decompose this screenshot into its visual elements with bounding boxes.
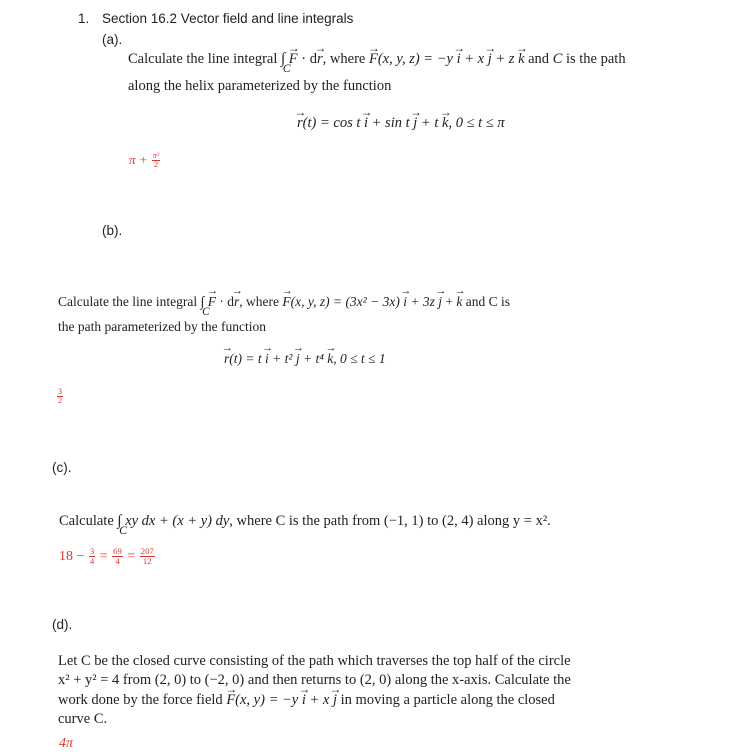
vector-i: → i bbox=[265, 352, 269, 366]
vector-r: → r bbox=[234, 295, 239, 309]
math: + t⁴ bbox=[299, 351, 328, 366]
text: · d bbox=[297, 51, 317, 67]
vector-k: → k bbox=[327, 352, 333, 366]
denominator: 2 bbox=[58, 396, 63, 406]
vector-F: → F bbox=[208, 295, 216, 309]
part-a-answer bbox=[129, 152, 161, 170]
vector-k: → k bbox=[442, 116, 448, 131]
text: work done by the force field bbox=[58, 692, 227, 708]
numerator: 3 bbox=[58, 387, 63, 396]
vector-F: → F bbox=[282, 295, 290, 309]
part-c-answer bbox=[59, 547, 156, 566]
vector-k: → k bbox=[456, 295, 462, 309]
math: + x bbox=[460, 51, 488, 67]
math: + 3z bbox=[406, 294, 439, 309]
answer-fraction bbox=[57, 388, 63, 406]
vector-i: → i bbox=[457, 52, 461, 67]
text: · d bbox=[215, 294, 234, 309]
math: (t) = t bbox=[229, 351, 265, 366]
part-a-equation bbox=[297, 116, 505, 131]
part-d-problem-line1: Let C be the closed curve consisting of the path which traverses the top half of the circle bbox=[58, 653, 571, 669]
denominator: 4 bbox=[89, 556, 95, 567]
part-b-problem-line1 bbox=[58, 294, 510, 318]
integral-sign: ∫ C bbox=[281, 50, 291, 76]
answer-fraction bbox=[112, 547, 123, 566]
numerator: 69 bbox=[113, 546, 122, 556]
math: C bbox=[552, 51, 563, 67]
denominator: 4 bbox=[115, 556, 120, 567]
answer-text: π + bbox=[129, 151, 151, 167]
math: (x, y, z) = −y bbox=[377, 51, 457, 67]
part-d-problem-line2: x² + y² = 4 from (2, 0) to (−2, 0) and then returns to (2, 0) along the x-axis. Calculate the bbox=[58, 672, 571, 688]
part-a-problem-line1 bbox=[128, 50, 626, 76]
text: , where bbox=[322, 51, 369, 67]
question-title: Section 16.2 Vector field and line integrals bbox=[102, 11, 354, 26]
math: + z bbox=[491, 51, 519, 67]
vector-k: → k bbox=[518, 52, 524, 67]
math: (t) = cos t bbox=[302, 115, 364, 131]
question-number: 1. bbox=[78, 11, 90, 26]
numerator: π² bbox=[152, 151, 160, 160]
answer-fraction bbox=[89, 547, 95, 566]
answer-text: 18 − bbox=[59, 548, 88, 564]
vector-F: → F bbox=[289, 52, 298, 67]
numerator: 207 bbox=[140, 546, 154, 556]
text: in moving a particle along the closed bbox=[337, 692, 555, 708]
vector-j: → j bbox=[413, 116, 417, 131]
part-c-label: (c). bbox=[52, 460, 72, 475]
vector-i: → i bbox=[302, 693, 306, 708]
part-c-problem bbox=[59, 512, 551, 538]
vector-F: → F bbox=[226, 693, 235, 708]
text: and bbox=[524, 51, 553, 67]
integral-subscript: C bbox=[282, 61, 291, 76]
part-b-answer bbox=[56, 388, 64, 406]
math: + t² bbox=[268, 351, 296, 366]
math: , 0 ≤ t ≤ π bbox=[448, 115, 505, 131]
vector-j: → j bbox=[438, 295, 442, 309]
math: + sin t bbox=[368, 115, 414, 131]
part-d-problem-line4: curve C. bbox=[58, 711, 108, 727]
text: Calculate bbox=[59, 513, 118, 529]
part-a-problem-line2: along the helix parameterized by the function bbox=[128, 78, 392, 94]
math: + bbox=[441, 294, 457, 309]
denominator: 12 bbox=[142, 556, 152, 567]
answer-fraction bbox=[140, 547, 155, 566]
integral-subscript: C bbox=[202, 305, 210, 318]
math: + t bbox=[417, 115, 442, 131]
math: xy dx + (x + y) dy bbox=[125, 513, 230, 529]
part-a-label: (a). bbox=[102, 32, 123, 47]
answer-fraction bbox=[152, 152, 160, 170]
text: Calculate the line integral bbox=[128, 51, 281, 67]
vector-r: → r bbox=[297, 116, 303, 131]
part-d-label: (d). bbox=[52, 617, 73, 632]
part-b-problem-line2: the path parameterized by the function bbox=[58, 319, 267, 334]
part-b-equation bbox=[224, 352, 386, 366]
integral-sign: ∫ C bbox=[200, 294, 210, 318]
denominator: 2 bbox=[154, 160, 159, 170]
vector-j: → j bbox=[488, 52, 492, 67]
numerator: 3 bbox=[89, 546, 95, 556]
math: (x, y, z) = (3x² − 3x) bbox=[290, 294, 404, 309]
vector-i: → i bbox=[364, 116, 368, 131]
answer-text: = bbox=[96, 548, 112, 564]
math: + x bbox=[305, 692, 333, 708]
part-d-answer: 4π bbox=[59, 736, 74, 751]
vector-r: → r bbox=[224, 352, 229, 366]
vector-i: → i bbox=[403, 295, 407, 309]
math: , 0 ≤ t ≤ 1 bbox=[333, 351, 386, 366]
integral-sign: ∫ C bbox=[117, 512, 128, 538]
text: , where bbox=[239, 294, 283, 309]
text: and C is bbox=[462, 294, 510, 309]
text: is the path bbox=[562, 51, 626, 67]
text: Calculate the line integral bbox=[58, 294, 201, 309]
integral-subscript: C bbox=[119, 523, 128, 538]
vector-j: → j bbox=[333, 693, 337, 708]
answer-text: = bbox=[123, 548, 139, 564]
text: , where C is the path from (−1, 1) to (2, 4) along y = x². bbox=[229, 513, 551, 529]
vector-j: → j bbox=[296, 352, 300, 366]
vector-F: → F bbox=[369, 52, 378, 67]
part-d-problem-line3 bbox=[58, 693, 555, 708]
vector-r: → r bbox=[317, 52, 323, 67]
math: (x, y) = −y bbox=[235, 692, 302, 708]
part-b-label: (b). bbox=[102, 223, 123, 238]
